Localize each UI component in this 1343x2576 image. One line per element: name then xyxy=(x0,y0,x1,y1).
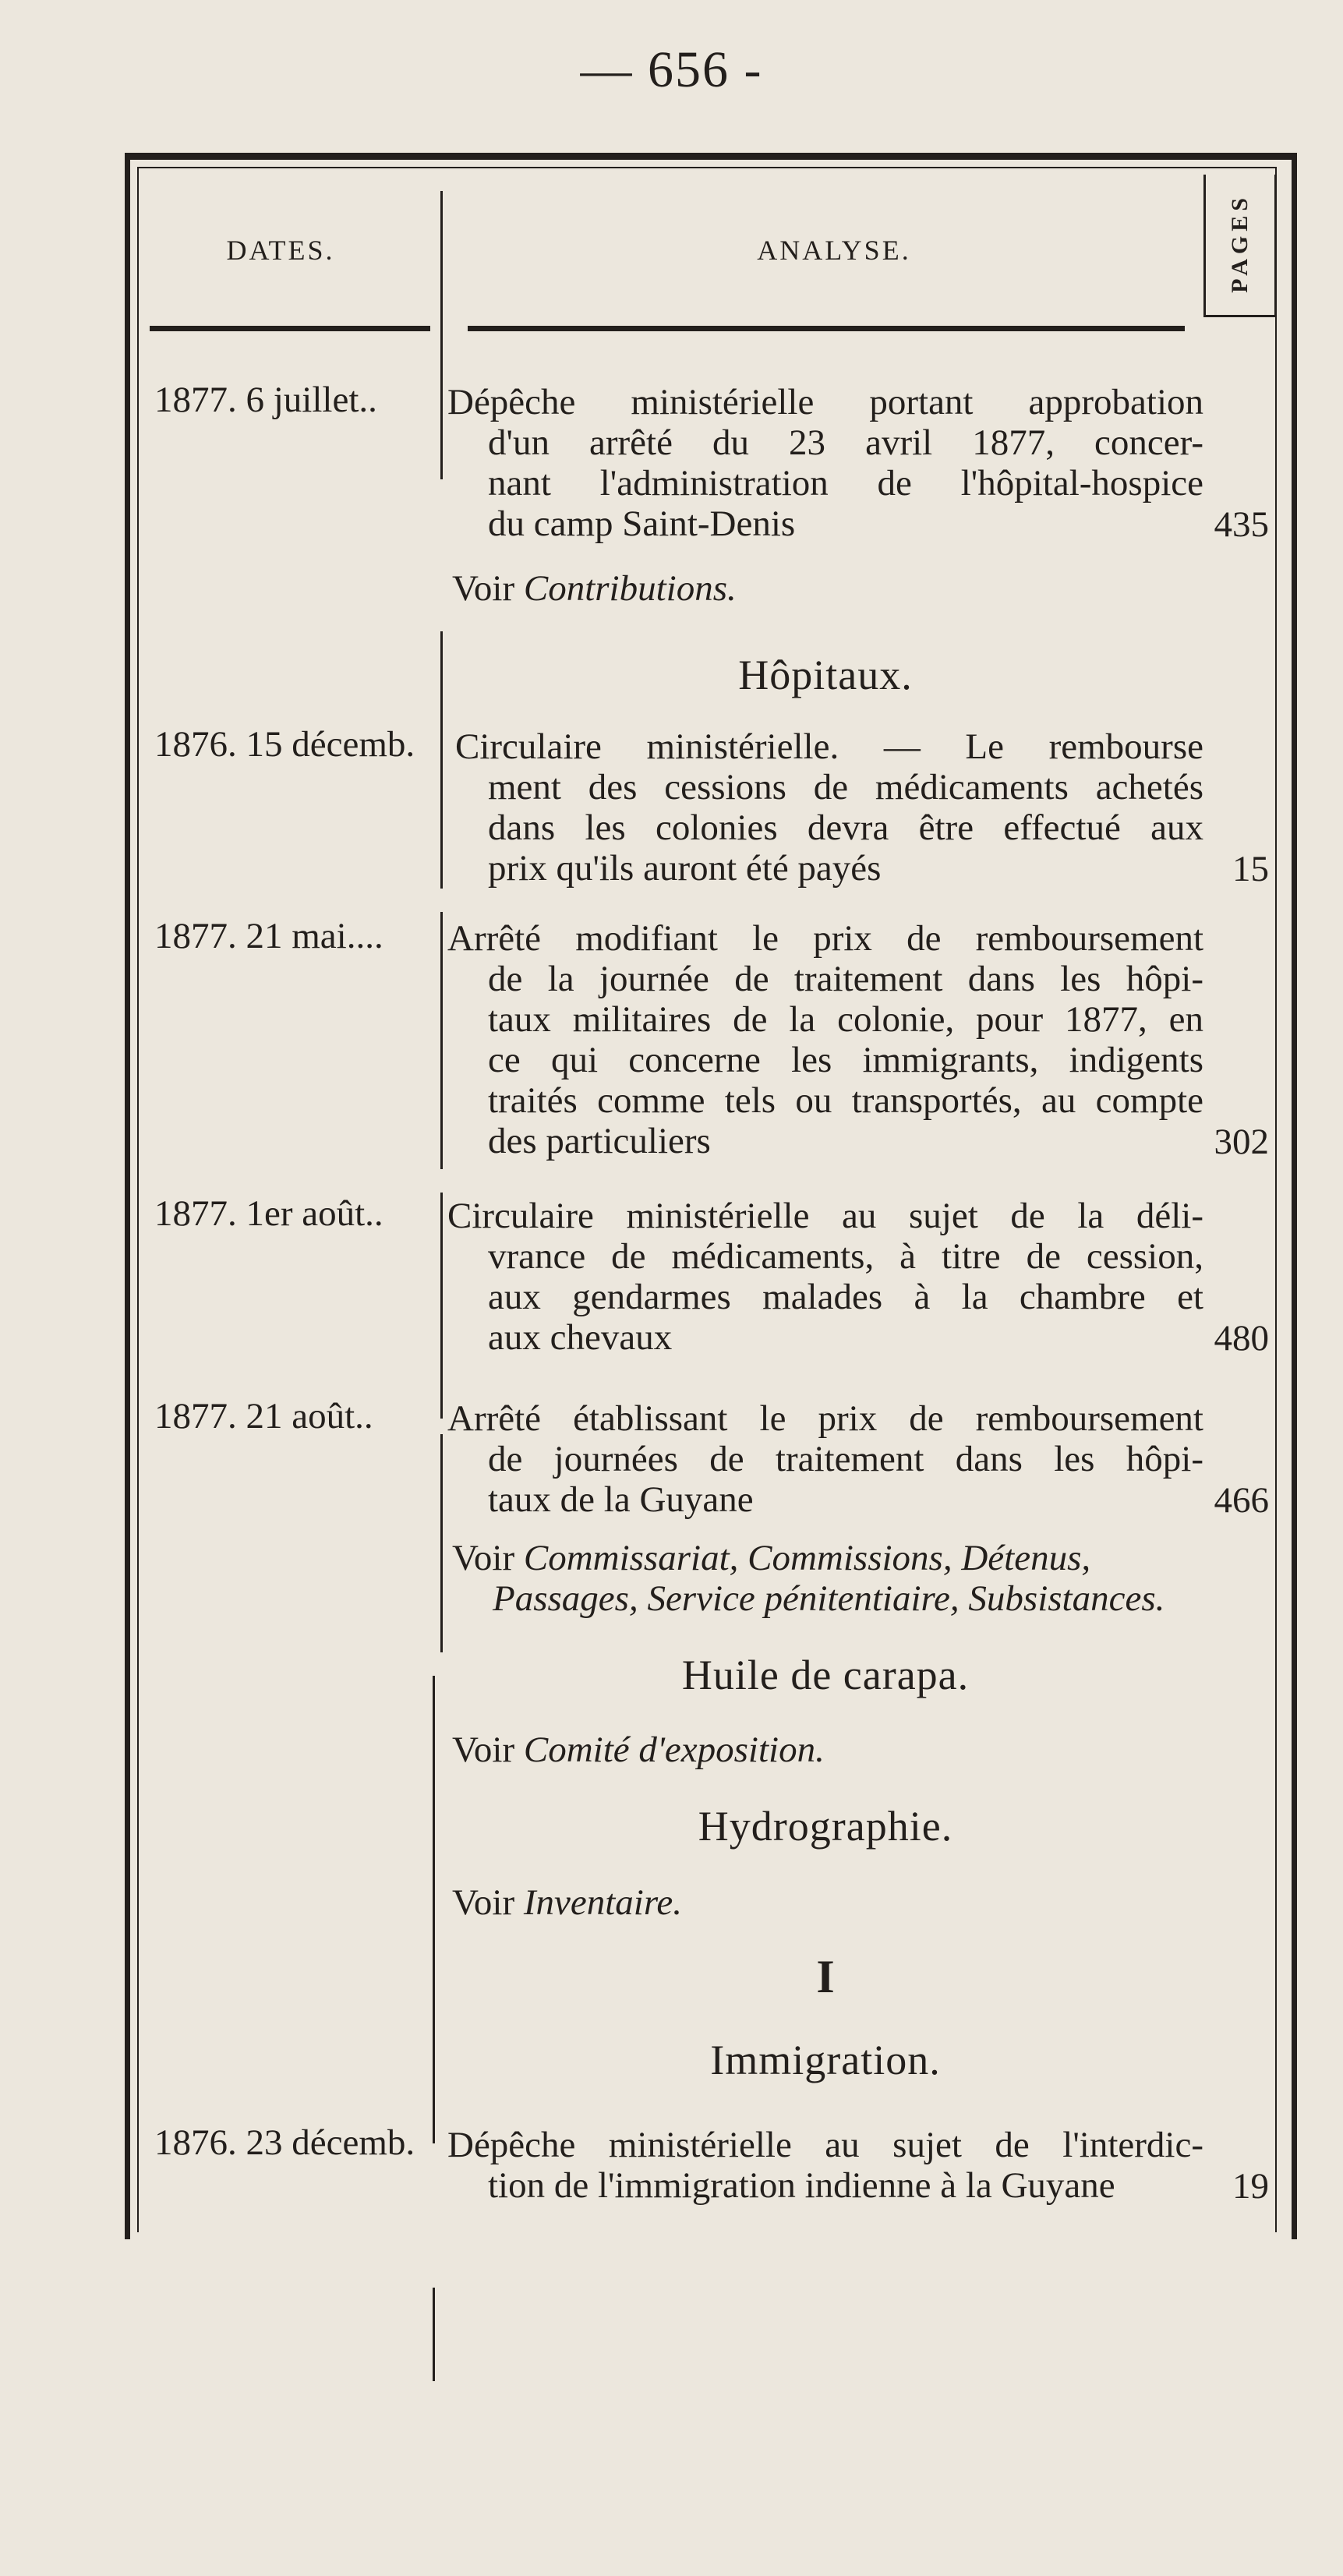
entry-line: des particuliers xyxy=(488,1121,711,1161)
entry-line-dotted xyxy=(447,1479,1203,1520)
entry-line: taux de la Guyane xyxy=(488,1479,754,1520)
entry-line: Arrêté établissant le prix de remboursement xyxy=(447,1398,1203,1439)
entry-text xyxy=(447,1196,1203,1358)
column-rule xyxy=(440,1434,443,1652)
section-heading: Huile de carapa. xyxy=(681,1652,970,1698)
entry-date: 1877. 21 mai.... xyxy=(154,916,383,956)
see-also-refs: Inventaire. xyxy=(523,1882,682,1923)
column-rule xyxy=(433,1676,435,2143)
section-heading: Immigration. xyxy=(710,2037,941,2083)
entry-line: taux militaires de la colonie, pour 1877, en xyxy=(488,999,1203,1040)
see-also xyxy=(452,1882,682,1924)
entry-line: Dépêche ministérielle portant approbation xyxy=(447,382,1203,422)
column-rule xyxy=(433,2288,435,2381)
pages-header xyxy=(1203,175,1277,317)
entry-text xyxy=(447,726,1203,889)
pages-header-label: PAGES xyxy=(1227,193,1253,293)
entry-line: de journées de traitement dans les hôpi- xyxy=(488,1439,1203,1479)
see-also-prefix: Voir xyxy=(452,1730,515,1770)
entry-line-dotted xyxy=(447,504,1203,544)
entry-line-dotted xyxy=(447,848,1203,889)
column-rule xyxy=(440,191,443,479)
header-rule-dates xyxy=(150,326,430,331)
entry-text xyxy=(447,382,1203,544)
entry-date: 1877. 1er août.. xyxy=(154,1193,383,1234)
entry-line-dotted xyxy=(447,1317,1203,1358)
analyse-header: ANALYSE. xyxy=(757,235,911,266)
see-also-prefix: Voir xyxy=(452,1882,515,1923)
entry-line: vrance de médicaments, à titre de cession, xyxy=(488,1236,1203,1277)
entry-date: 1877. 21 août.. xyxy=(154,1396,373,1436)
see-also xyxy=(452,567,737,610)
page-ref: 15 xyxy=(1232,849,1269,889)
entry-line-dotted xyxy=(447,1121,1203,1161)
see-also xyxy=(452,1729,825,1771)
entry-text xyxy=(447,918,1203,1161)
entry-text xyxy=(447,1398,1203,1520)
see-also-refs: Comité d'exposition. xyxy=(523,1730,825,1770)
dates-header: DATES. xyxy=(226,235,335,266)
entry-text xyxy=(447,2125,1203,2206)
entry-line: Dépêche ministérielle au sujet de l'interdic- xyxy=(447,2125,1203,2165)
entry-line: aux gendarmes malades à la chambre et xyxy=(488,1277,1203,1317)
entry-line: traités comme tels ou transportés, au compte xyxy=(488,1080,1203,1121)
see-also-refs: Contributions. xyxy=(523,568,737,609)
section-heading: Hôpitaux. xyxy=(738,652,913,698)
entry-date: 1876. 23 décemb. xyxy=(154,2122,415,2163)
page-ref: 302 xyxy=(1214,1122,1269,1162)
entry-line: ce qui concerne les immigrants, indigents xyxy=(488,1040,1203,1080)
see-also-prefix: Voir xyxy=(452,568,515,609)
entry-date: 1876. 15 décemb. xyxy=(154,724,415,765)
entry-line: prix qu'ils auront été payés xyxy=(488,848,882,889)
page-ref: 466 xyxy=(1214,1480,1269,1521)
section-heading: Hydrographie. xyxy=(698,1803,953,1850)
see-also-continued xyxy=(493,1578,1165,1620)
entry-line: ment des cessions de médicaments achetés xyxy=(488,767,1203,807)
header-rule-analyse xyxy=(468,326,1185,331)
entry-line: du camp Saint-Denis xyxy=(488,504,796,544)
see-also-refs: Commissariat, Commissions, Détenus, xyxy=(523,1538,1091,1578)
entry-line: Circulaire ministérielle. — Le rembourse xyxy=(455,726,1203,767)
entry-date: 1877. 6 juillet.. xyxy=(154,380,377,420)
entry-line: nant l'administration de l'hôpital-hospice xyxy=(488,463,1203,504)
page-number: — 656 - xyxy=(580,41,763,98)
page-ref: 435 xyxy=(1214,504,1269,545)
entry-line: d'un arrêté du 23 avril 1877, concer- xyxy=(488,422,1203,463)
entry-line: aux chevaux xyxy=(488,1317,673,1358)
page-ref: 480 xyxy=(1214,1318,1269,1359)
see-also xyxy=(452,1537,1090,1579)
entry-line: dans les colonies devra être effectué aux xyxy=(488,807,1203,848)
see-also-refs: Passages, Service pénitentiaire, Subsistances. xyxy=(493,1578,1165,1619)
letter-heading: I xyxy=(816,1951,835,2002)
entry-line: tion de l'immigration indienne à la Guyane xyxy=(488,2165,1115,2206)
entry-line: de la journée de traitement dans les hôpi- xyxy=(488,959,1203,999)
see-also-prefix: Voir xyxy=(452,1538,515,1578)
page-ref: 19 xyxy=(1232,2166,1269,2207)
entry-line: Circulaire ministérielle au sujet de la déli- xyxy=(447,1196,1203,1236)
entry-line: Arrêté modifiant le prix de remboursement xyxy=(447,918,1203,959)
